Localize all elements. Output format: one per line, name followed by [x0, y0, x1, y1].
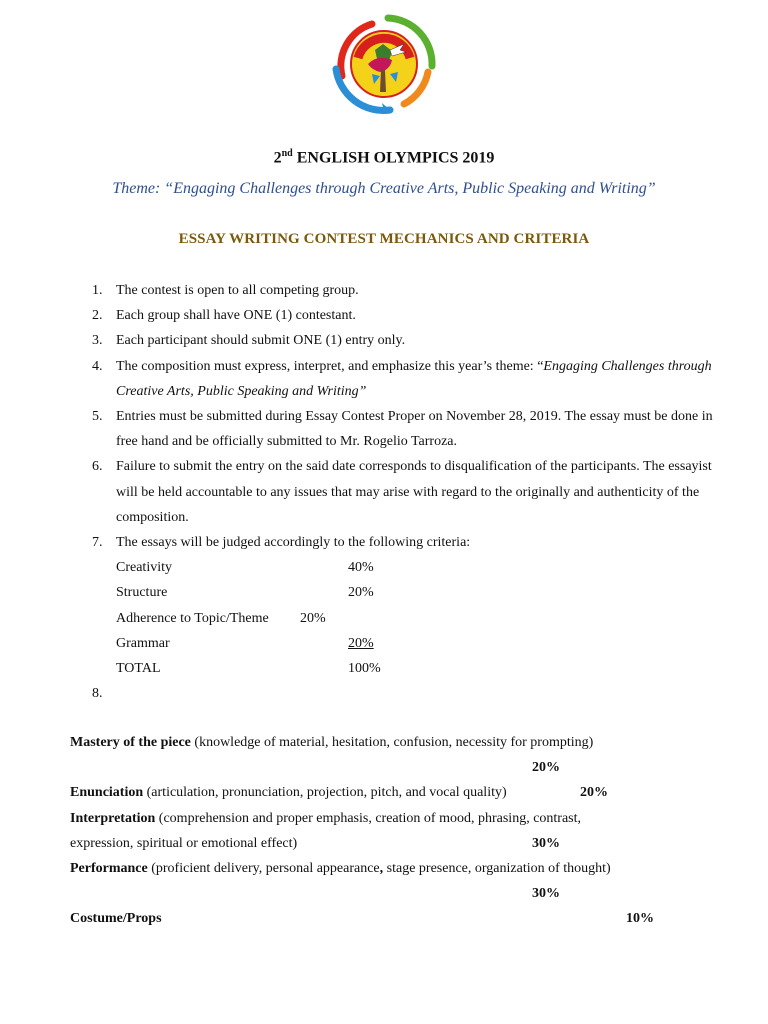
criteria-value: 20%	[300, 610, 326, 626]
criteria-value: 20%	[348, 585, 374, 601]
rule-text: The contest is open to all competing group.	[116, 283, 359, 298]
rubric-line: Performance (proficient delivery, personal appearance, stage presence, organization of thought)	[70, 860, 611, 876]
list-number: 4.	[92, 358, 103, 374]
rule-text: The essays will be judged accordingly to the following criteria:	[116, 535, 471, 551]
criteria-row	[116, 606, 713, 631]
rubric-line	[70, 755, 710, 780]
criteria-row	[116, 631, 713, 656]
title-ordinal: 2	[273, 149, 282, 167]
rubric-criterion: Performance	[70, 860, 148, 876]
title-text: ENGLISH OLYMPICS 2019	[292, 149, 495, 167]
rubric-description: (proficient delivery, personal appearance	[147, 860, 380, 876]
list-item	[88, 328, 713, 353]
rule-text: Failure to submit the entry on the said date corresponds to disqualification of the participants. The essayist will be held accountable to any issues that may arise with regard to the originally and authenticity of the composition.	[116, 459, 712, 525]
rule-text: Each participant should submit ONE (1) entry only.	[116, 333, 406, 349]
list-number: 8.	[92, 686, 103, 702]
criteria-label: Grammar	[116, 635, 170, 651]
rule-text: Entries must be submitted during Essay Contest Proper on November 28, 2019. The essay must be done in free hand and be officially submitted to Mr. Rogelio Tarroza.	[116, 409, 713, 450]
rubric-percent: 10%	[626, 911, 654, 927]
criteria-label: Structure	[116, 585, 168, 601]
criteria-row	[116, 656, 713, 681]
rubric-percent: 30%	[532, 835, 560, 851]
criteria-row	[116, 555, 713, 580]
rubric-description: expression, spiritual or emotional effect)	[70, 835, 298, 851]
page-title	[0, 148, 768, 167]
rubric-percent: 30%	[532, 886, 560, 902]
criteria-value: 40%	[348, 560, 374, 576]
rubric-criterion: Mastery of the piece	[70, 735, 191, 750]
rules-list	[88, 278, 713, 706]
rule-text: Each group shall have ONE (1) contestant.	[116, 308, 356, 324]
rubric-description: (comprehension and proper emphasis, creation of mood, phrasing, contrast,	[155, 810, 582, 826]
rubric-criterion: Costume/Props	[70, 911, 162, 927]
list-number: 3.	[92, 333, 103, 349]
list-item	[88, 278, 713, 303]
criteria-label: TOTAL	[116, 660, 161, 676]
list-number: 1.	[92, 283, 103, 298]
rubric-line	[70, 906, 710, 931]
criteria-value: 20%	[348, 635, 374, 651]
list-number: 5.	[92, 409, 103, 425]
rubric-line	[70, 831, 710, 856]
list-item	[88, 530, 713, 555]
rubric-line	[70, 806, 710, 831]
criteria-value: 100%	[348, 660, 381, 676]
rubric-description: (knowledge of material, hesitation, confusion, necessity for prompting)	[190, 735, 594, 750]
list-item	[88, 303, 713, 328]
title-ordinal-suffix: nd	[281, 148, 293, 159]
list-item	[88, 454, 713, 530]
criteria-label: Adherence to Topic/Theme	[116, 610, 269, 626]
rubric-line	[70, 730, 710, 755]
section-heading: ESSAY WRITING CONTEST MECHANICS AND CRITERIA	[178, 231, 590, 247]
list-item	[88, 354, 713, 404]
rubric-description: (articulation, pronunciation, projection, pitch, and vocal quality)	[143, 785, 507, 801]
list-number: 2.	[92, 308, 103, 324]
rubric-percent: 20%	[580, 785, 608, 801]
list-number: 6.	[92, 459, 103, 475]
criteria-label: Creativity	[116, 560, 172, 576]
rule-text: The composition must express, interpret, and emphasize this year’s theme: “	[116, 358, 544, 374]
list-item	[88, 681, 713, 706]
rubric-criterion: Interpretation	[70, 810, 156, 826]
rubric-description: stage presence, organization of thought)	[383, 860, 611, 876]
list-number: 7.	[92, 535, 103, 551]
criteria-row	[116, 580, 713, 605]
rubric-line	[70, 881, 710, 906]
english-olympics-logo	[328, 14, 440, 114]
rubric-line	[70, 780, 710, 805]
theme-line: Theme: “Engaging Challenges through Creative Arts, Public Speaking and Writing”	[112, 180, 656, 197]
rubric	[70, 730, 710, 932]
rubric-percent: 20%	[532, 760, 560, 776]
rubric-criterion: Enunciation	[70, 785, 144, 801]
list-item	[88, 404, 713, 454]
rule-theme-italic: Engaging Challenges through Creative Arts, Public Speaking and Writing”	[116, 358, 712, 399]
